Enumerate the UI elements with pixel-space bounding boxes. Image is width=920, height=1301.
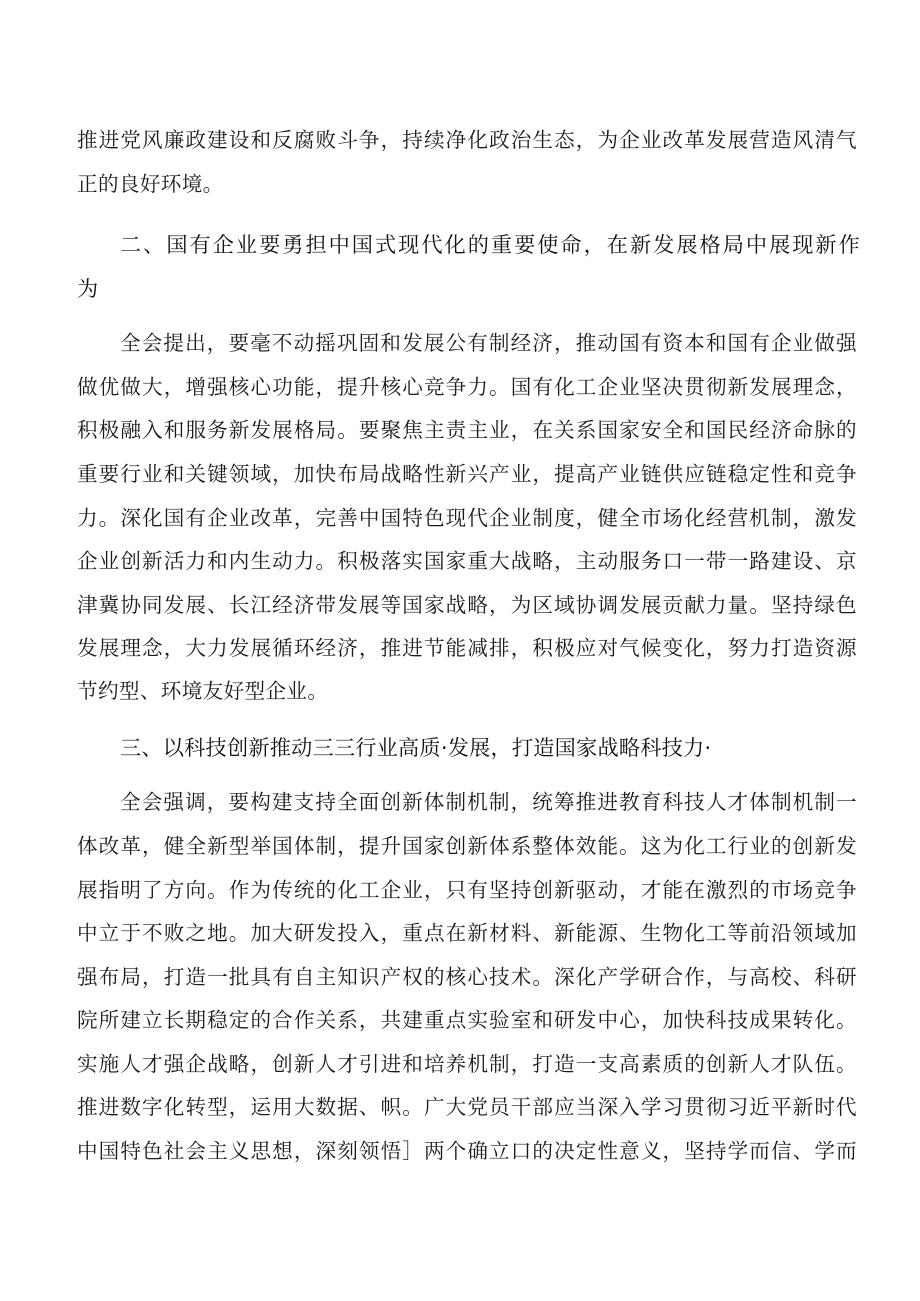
heading-line: 二、国有企业要勇担中国式现代化的重要使命，在新发展格局中展现新作 bbox=[120, 232, 860, 257]
text-line: 全会提出，要毫不动摇巩固和发展公有制经济，推动国有资本和国有企业做强 bbox=[120, 331, 857, 355]
text-line: 展指明了方向。作为传统的化工企业，只有坚持创新驱动，才能在激烈的市场竞争 bbox=[77, 878, 857, 902]
text-line: 津冀协同发展、长江经济带发展等国家战略，为区域协调发展贡献力量。坚持绿色 bbox=[77, 593, 857, 617]
text-line: 正的良好环境。 bbox=[77, 172, 224, 196]
text-line: 体改革，健全新型举国体制，提升国家创新体系整体效能。这为化工行业的创新发 bbox=[77, 834, 857, 858]
text-line: 企业创新活力和内生动力。积极落实国家重大战略，主动服务口一带一路建设、京 bbox=[77, 549, 857, 573]
text-line: 发展理念，大力发展循环经济，推进节能减排，积极应对气候变化，努力打造资源 bbox=[77, 636, 857, 660]
text-line: 强布局，打造一批具有自主知识产权的核心技术。深化产学研合作，与高校、科研 bbox=[77, 965, 857, 989]
text-line: 中国特色社会主义思想，深刻领悟］两个确立口的决定性意义，坚持学而信、学而 bbox=[77, 1139, 857, 1163]
text-line: 推进党风廉政建设和反腐败斗争，持续净化政治生态，为企业改革发展营造风清气 bbox=[77, 128, 857, 152]
text-line: 实施人才强企战略，创新人才引进和培养机制，打造一支高素质的创新人才队伍。 bbox=[77, 1052, 857, 1076]
text-line: 推进数字化转型，运用大数据、帜。广大党员干部应当深入学习贯彻习近平新时代 bbox=[77, 1095, 857, 1119]
text-line: 力。深化国有企业改革，完善中国特色现代企业制度，健全市场化经营机制，激发 bbox=[77, 506, 857, 530]
text-line: 院所建立长期稳定的合作关系，共建重点实验室和研发中心，加快科技成果转化。 bbox=[77, 1008, 857, 1032]
text-line: 节约型、环境友好型企业。 bbox=[77, 679, 329, 703]
heading-line: 为 bbox=[77, 276, 99, 301]
text-line: 做优做大，增强核心功能，提升核心竞争力。国有化工企业坚决贯彻新发展理念， bbox=[77, 375, 857, 399]
text-line: 全会强调，要构建支持全面创新体制机制，统筹推进教育科技人才体制机制一 bbox=[120, 790, 857, 814]
text-line: 积极融入和服务新发展格局。要聚焦主责主业，在关系国家安全和国民经济命脉的 bbox=[77, 418, 857, 442]
text-line: 中立于不败之地。加大研发投入，重点在新材料、新能源、生物化工等前沿领域加 bbox=[77, 921, 857, 945]
text-line: 重要行业和关键领域，加快布局战略性新兴产业，提高产业链供应链稳定性和竞争 bbox=[77, 462, 857, 486]
heading-line: 三、以科技创新推动三三行业高质·发展，打造国家战略科技力· bbox=[120, 735, 712, 760]
